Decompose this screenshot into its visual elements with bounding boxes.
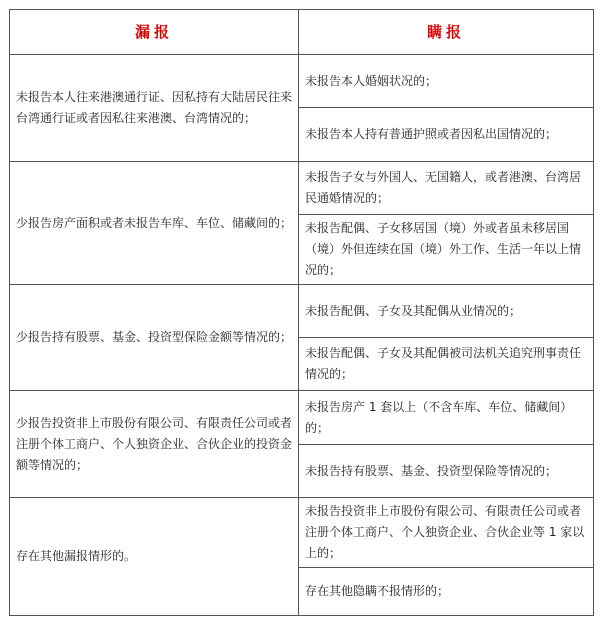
omission-cell: 少报告持有股票、基金、投资型保险金额等情况的； bbox=[10, 285, 299, 391]
comparison-table bbox=[9, 9, 594, 616]
concealment-cell: 未报告子女与外国人、无国籍人，或者港澳、台湾居民通婚情况的； bbox=[299, 162, 594, 215]
header-concealment: 瞒报 bbox=[299, 10, 594, 55]
concealment-cell: 存在其他隐瞒不报情形的； bbox=[299, 568, 594, 616]
table-row bbox=[10, 285, 594, 338]
concealment-cell: 未报告投资非上市股份有限公司、有限责任公司或者注册个体工商户、个人独资企业、合伙企业等 1 家以上的； bbox=[299, 498, 594, 568]
header-omission: 漏报 bbox=[10, 10, 299, 55]
concealment-cell: 未报告房产 1 套以上（不含车库、车位、储藏间）的； bbox=[299, 391, 594, 445]
omission-cell: 少报告房产面积或者未报告车库、车位、储藏间的； bbox=[10, 162, 299, 285]
table-row bbox=[10, 391, 594, 445]
concealment-cell: 未报告本人婚姻状况的； bbox=[299, 55, 594, 108]
concealment-cell: 未报告持有股票、基金、投资型保险等情况的； bbox=[299, 445, 594, 498]
table-row bbox=[10, 55, 594, 108]
omission-cell: 未报告本人往来港澳通行证、因私持有大陆居民往来台湾通行证或者因私往来港澳、台湾情况的； bbox=[10, 55, 299, 162]
header-row bbox=[10, 10, 594, 55]
concealment-cell: 未报告配偶、子女及其配偶从业情况的； bbox=[299, 285, 594, 338]
omission-cell: 存在其他漏报情形的。 bbox=[10, 498, 299, 616]
comparison-table-wrapper bbox=[9, 9, 593, 616]
concealment-cell: 未报告本人持有普通护照或者因私出国情况的； bbox=[299, 108, 594, 162]
omission-cell: 少报告投资非上市股份有限公司、有限责任公司或者注册个体工商户、个人独资企业、合伙企业的投资金额等情况的； bbox=[10, 391, 299, 498]
concealment-cell: 未报告配偶、子女及其配偶被司法机关追究刑事责任情况的； bbox=[299, 338, 594, 391]
concealment-cell: 未报告配偶、子女移居国（境）外或者虽未移居国（境）外但连续在国（境）外工作、生活一年以上情况的； bbox=[299, 215, 594, 285]
table-row bbox=[10, 162, 594, 215]
table-row bbox=[10, 498, 594, 568]
